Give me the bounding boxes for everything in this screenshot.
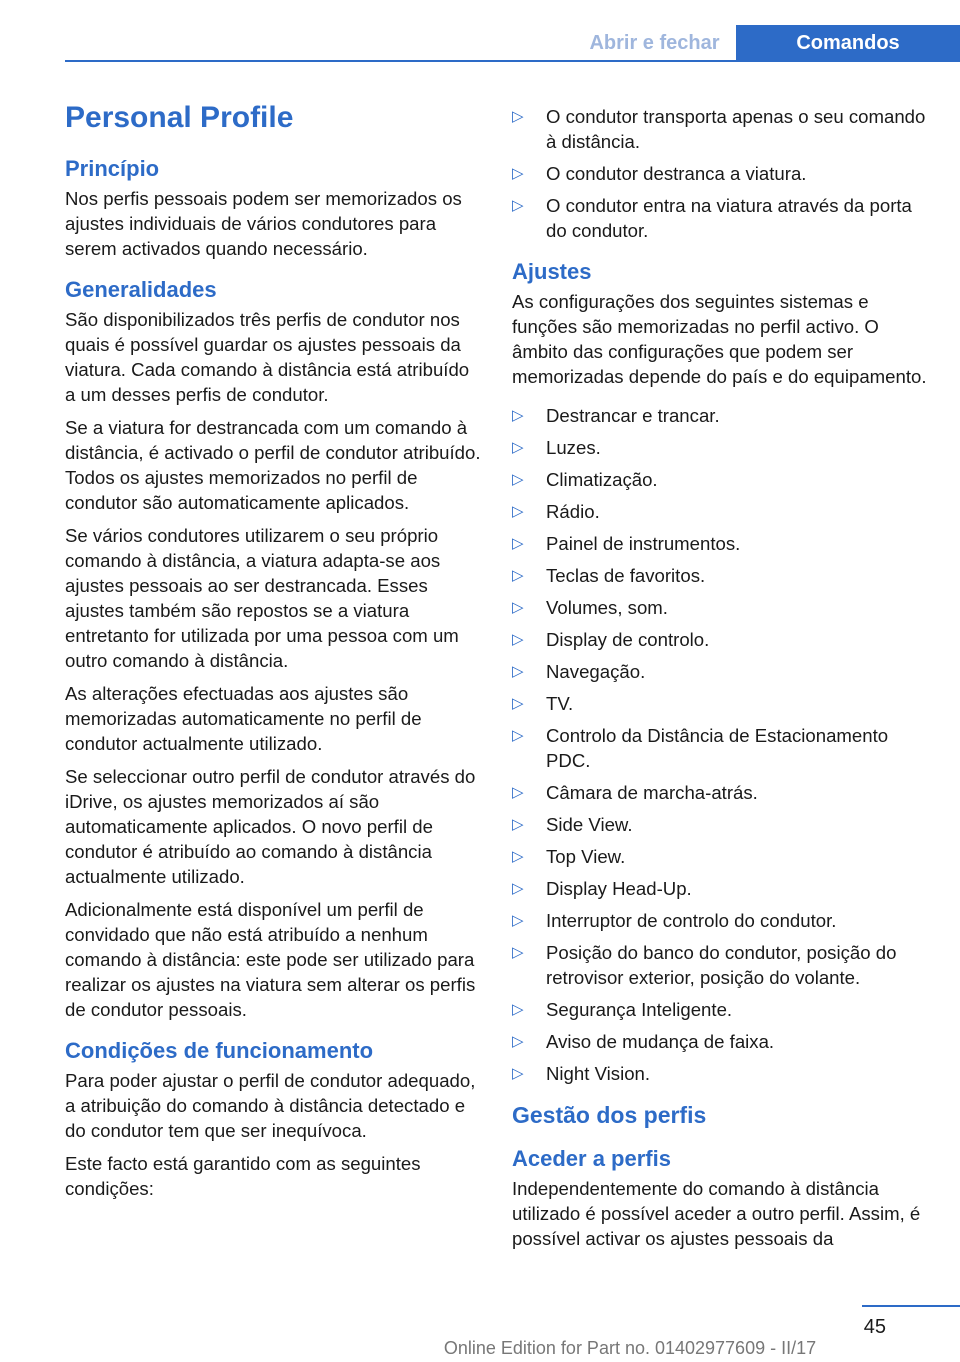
triangle-bullet-icon: ▷: [512, 407, 524, 424]
triangle-bullet-icon: ▷: [512, 567, 524, 584]
triangle-bullet-icon: ▷: [512, 197, 524, 214]
triangle-bullet-icon: ▷: [512, 1033, 524, 1050]
triangle-bullet-icon: ▷: [512, 727, 524, 744]
triangle-bullet-icon: ▷: [512, 165, 524, 182]
paragraph: Se seleccionar outro perfil de condutor através do iDrive, os ajustes memorizados aí são automaticamente aplicados. O novo perfil de condutor é atribuído ao comando à distância actualmente utilizado.: [65, 766, 476, 887]
section-generalidades: [65, 275, 483, 1022]
section-aceder: [512, 1144, 930, 1251]
triangle-bullet-icon: ▷: [512, 631, 524, 648]
section-title-principio: Princípio: [65, 156, 160, 181]
triangle-bullet-icon: ▷: [512, 503, 524, 520]
section-gestao: [512, 1100, 930, 1130]
list-item: ▷ Posição do banco do condutor, posição do retrovisor exterior, posição do volante.: [512, 942, 897, 988]
triangle-bullet-icon: ▷: [512, 1065, 524, 1082]
right-column: [512, 104, 930, 1265]
page-number: 45: [863, 1316, 886, 1338]
paragraph: Nos perfis pessoais podem ser memorizados os ajustes individuais de vários condutores para serem activados quando necessário.: [65, 188, 462, 259]
section-title-gestao: Gestão dos perfis: [512, 1102, 707, 1128]
triangle-bullet-icon: ▷: [512, 1001, 524, 1018]
triangle-bullet-icon: ▷: [512, 848, 524, 865]
list-item: ▷ Climatização.: [512, 469, 658, 490]
paragraph: Se vários condutores utilizarem o seu próprio comando à distância, a viatura adapta-se aos ajustes pessoais ao ser destrancada. Esses ajustes também são repostos se a viatura entretanto for utilizada por uma pessoa com um outro comando à distância.: [65, 525, 459, 671]
list-item: ▷ Segurança Inteligente.: [512, 999, 733, 1020]
left-column: [65, 96, 483, 1215]
section-ajustes: [512, 257, 930, 389]
triangle-bullet-icon: ▷: [512, 880, 524, 897]
list-item: ▷ Painel de instrumentos.: [512, 533, 741, 554]
triangle-bullet-icon: ▷: [512, 816, 524, 833]
list-item: ▷ Teclas de favoritos.: [512, 565, 706, 586]
list-item: ▷ Volumes, som.: [512, 597, 668, 618]
section-title-generalidades: Generalidades: [65, 277, 217, 302]
edition-footer: Online Edition for Part no. 01402977609 - II/17: [443, 1338, 817, 1358]
section-condicoes: [65, 1036, 483, 1201]
header-divider: [65, 60, 960, 62]
triangle-bullet-icon: ▷: [512, 599, 524, 616]
triangle-bullet-icon: ▷: [512, 784, 524, 801]
section-principio: [65, 154, 483, 261]
paragraph: As alterações efectuadas aos ajustes são memorizadas automaticamente no perfil de condutor actualmente utilizado.: [65, 683, 422, 754]
paragraph: Adicionalmente está disponível um perfil de convidado que não está atribuído a nenhum comando à distância: este pode ser utilizado para realizar os ajustes na viatura sem alterar os perfis de condutor pessoais.: [65, 899, 476, 1020]
list-item: ▷ O condutor transporta apenas o seu comando à distância.: [512, 106, 926, 152]
paragraph: Este facto está garantido com as seguintes condições:: [65, 1153, 421, 1199]
list-item: ▷ O condutor destranca a viatura.: [512, 163, 807, 184]
page-title: Personal Profile: [65, 101, 294, 134]
tab-abrir-e-fechar[interactable]: Abrir e fechar: [589, 32, 720, 54]
triangle-bullet-icon: ▷: [512, 912, 524, 929]
triangle-bullet-icon: ▷: [512, 471, 524, 488]
list-item: ▷ O condutor entra na viatura através da porta do condutor.: [512, 195, 912, 241]
list-item: ▷ Controlo da Distância de Estacionamento PDC.: [512, 725, 889, 771]
list-item: ▷ Rádio.: [512, 501, 600, 522]
paragraph: Independentemente do comando à distância utilizado é possível aceder a outro perfil. Assim, é possível activar os ajustes pessoais da: [512, 1178, 921, 1249]
section-title-ajustes: Ajustes: [512, 259, 592, 284]
triangle-bullet-icon: ▷: [512, 535, 524, 552]
triangle-bullet-icon: ▷: [512, 439, 524, 456]
triangle-bullet-icon: ▷: [512, 663, 524, 680]
section-title-aceder: Aceder a perfis: [512, 1146, 671, 1171]
list-item: ▷ Destrancar e trancar.: [512, 405, 720, 426]
triangle-bullet-icon: ▷: [512, 695, 524, 712]
paragraph: São disponibilizados três perfis de condutor nos quais é possível guardar os ajustes pessoais da viatura. Cada comando à distância está atribuído a um desses perfis de condutor.: [65, 309, 470, 405]
footer-divider: [862, 1305, 960, 1307]
section-title-condicoes: Condições de funcionamento: [65, 1038, 374, 1063]
list-item: ▷ Interruptor de controlo do condutor.: [512, 910, 837, 931]
triangle-bullet-icon: ▷: [512, 944, 524, 961]
conditions-list: [512, 104, 930, 243]
paragraph: Se a viatura for destrancada com um comando à distância, é activado o perfil de condutor atribuído. Todos os ajustes memorizados no perfil de condutor são automaticamente aplicados.: [65, 417, 481, 513]
triangle-bullet-icon: ▷: [512, 108, 524, 125]
tab-comandos[interactable]: Comandos: [736, 25, 960, 62]
list-item: ▷ TV.: [512, 693, 574, 714]
ajustes-list: [512, 403, 930, 1086]
list-item: ▷ Aviso de mudança de faixa.: [512, 1031, 775, 1052]
paragraph: As configurações dos seguintes sistemas e funções são memorizadas no perfil activo. O âmbito das configurações que podem ser memorizadas depende do país e do equipamento.: [512, 291, 927, 387]
list-item: ▷ Display de controlo.: [512, 629, 710, 650]
paragraph: Para poder ajustar o perfil de condutor adequado, a atribuição do comando à distância detectado e do condutor tem que ser inequívoca.: [65, 1070, 476, 1141]
list-item: ▷ Top View.: [512, 846, 626, 867]
list-item: ▷ Side View.: [512, 814, 633, 835]
list-item: ▷ Night Vision.: [512, 1063, 651, 1084]
list-item: ▷ Display Head-Up.: [512, 878, 692, 899]
list-item: ▷ Luzes.: [512, 437, 601, 458]
list-item: ▷ Navegação.: [512, 661, 646, 682]
list-item: ▷ Câmara de marcha-atrás.: [512, 782, 758, 803]
